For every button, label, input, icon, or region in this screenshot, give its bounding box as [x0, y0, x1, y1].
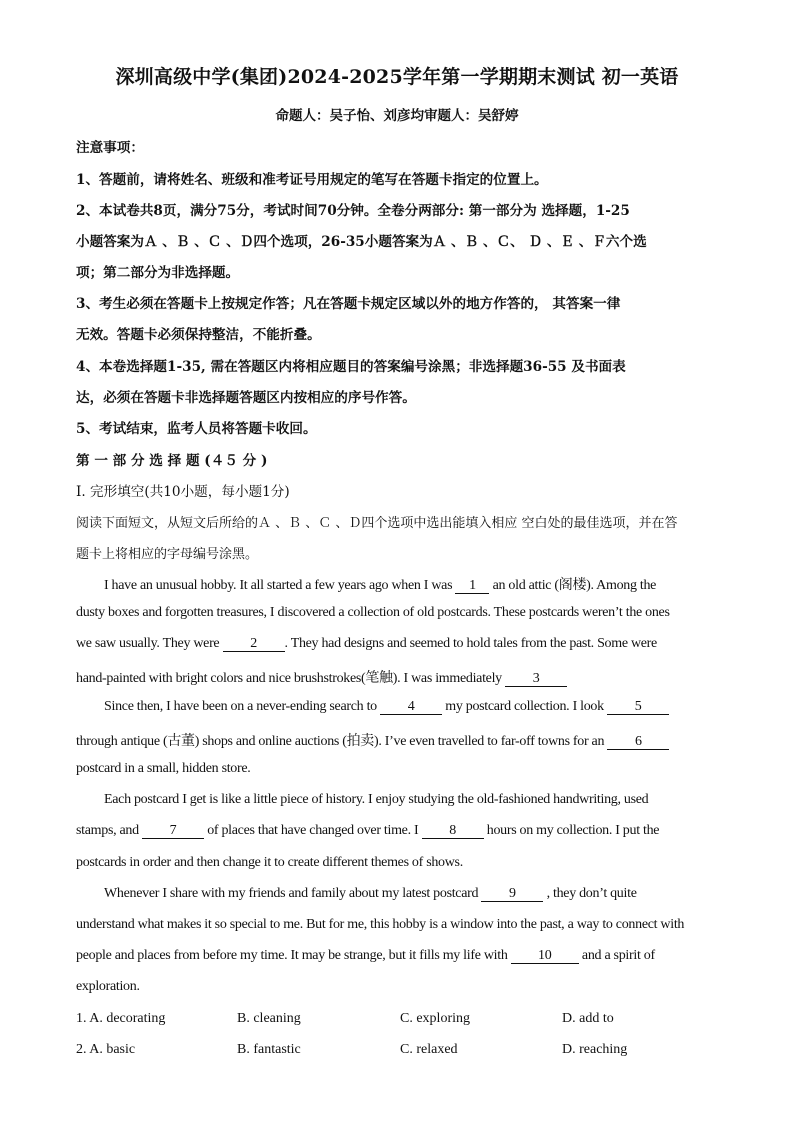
answer-blank: 4: [380, 699, 442, 715]
question-2-option-b: B. fantastic: [237, 1042, 301, 1057]
question-2-option-c: C. relaxed: [400, 1042, 458, 1057]
answer-blank: 10: [511, 948, 579, 964]
answer-blank: 7: [142, 823, 204, 839]
page-title: 深圳高级中学(集团)2024-2025学年第一学期期末测试 初一英语: [115, 66, 679, 88]
passage-text: hand-painted with bright colors and nice brushstrokes(笔触). I was immediately: [76, 671, 506, 686]
passage-text: I have an unusual hobby. It all started a few years ago when I was: [104, 578, 456, 593]
question-2-option-d: D. reaching: [562, 1042, 628, 1057]
notice-line: 达，必须在答题卡非选择题答题区内按相应的序号作答。: [76, 390, 416, 406]
passage-line: [104, 886, 637, 902]
passage-line: [76, 667, 567, 687]
passage-text: stamps, and: [76, 823, 143, 838]
question-1-option-b: B. cleaning: [237, 1011, 301, 1026]
question-1-option-a: 1. A. decorating: [76, 1011, 166, 1026]
passage-line: dusty boxes and forgotten treasures, I discovered a collection of old postcards. These postcards weren’t the ones: [76, 605, 670, 620]
instructions-line: 阅读下面短文，从短文后所给的Ａ 、Ｂ 、Ｃ 、Ｄ四个选项中选出能填入相应 空白处的最佳选项，并在答: [76, 516, 678, 531]
passage-line: [76, 730, 669, 750]
notice-line: 小题答案为Ａ 、Ｂ 、Ｃ 、Ｄ四个选项，26-35小题答案为Ａ 、Ｂ 、Ｃ、 Ｄ 、Ｅ 、Ｆ六个选: [76, 234, 647, 250]
passage-line: [76, 636, 657, 652]
passage-text: . They had designs and seemed to hold tales from the past. Some were: [284, 636, 657, 651]
passage-text: of places that have changed over time. I: [204, 823, 422, 838]
question-1-option-c: C. exploring: [400, 1011, 470, 1026]
passage-text: Since then, I have been on a never-ending search to: [104, 699, 381, 714]
passage-line: [76, 823, 659, 839]
passage-line: understand what makes it so special to me. But for me, this hobby is a window into the past, a way to connect with: [76, 917, 685, 932]
passage-text: people and places from before my time. It may be strange, but it fills my life with: [76, 948, 511, 963]
passage-text: through antique (古董) shops and online auctions (拍卖). I’ve even travelled to far-off towns for an: [76, 734, 608, 749]
passage-line: Each postcard I get is like a little piece of history. I enjoy studying the old-fashioned handwriting, used: [104, 792, 649, 807]
instructions-line: 题卡上将相应的字母编号涂黑。: [76, 547, 259, 562]
passage-line: postcard in a small, hidden store.: [76, 761, 251, 776]
question-1-option-d: D. add to: [562, 1011, 614, 1026]
passage-text: an old attic (阁楼). Among the: [489, 578, 657, 593]
passage-line: exploration.: [76, 979, 140, 994]
passage-text: , they don’t quite: [543, 886, 637, 901]
answer-blank: 1: [455, 578, 489, 594]
notice-line: 5、考试结束，监考人员将答题卡收回。: [76, 421, 317, 437]
notice-line: 项；第二部分为非选择题。: [76, 265, 240, 281]
notice-line: 无效。答题卡必须保持整洁，不能折叠。: [76, 327, 321, 343]
answer-blank: 3: [505, 671, 567, 687]
passage-text: we saw usually. They were: [76, 636, 223, 651]
part-heading: 第 一 部 分 选 择 题 (４５ 分 ): [76, 453, 268, 469]
passage-line: [76, 948, 655, 964]
answer-blank: 9: [481, 886, 543, 902]
notice-heading: 注意事项：: [76, 140, 144, 156]
notice-line: 1、答题前，请将姓名、班级和准考证号用规定的笔写在答题卡指定的位置上。: [76, 172, 548, 188]
passage-text: Whenever I share with my friends and family about my latest postcard: [104, 886, 482, 901]
notice-line: 3、考生必须在答题卡上按规定作答；凡在答题卡规定区域以外的地方作答的， 其答案一律: [76, 296, 621, 312]
passage-text: my postcard collection. I look: [442, 699, 608, 714]
answer-blank: 6: [607, 734, 669, 750]
passage-text: and a spirit of: [578, 948, 655, 963]
notice-line: 2、本试卷共8页，满分75分，考试时间70分钟。全卷分两部分: 第一部分为 选择题，1-25: [76, 203, 630, 219]
question-2-option-a: 2. A. basic: [76, 1042, 136, 1057]
answer-blank: 8: [422, 823, 484, 839]
exam-authors: 命题人：吴子怡、刘彦均审题人：吴舒婷: [275, 108, 519, 124]
passage-line: [104, 574, 656, 594]
notice-line: 4、本卷选择题1-35, 需在答题区内将相应题目的答案编号涂黑；非选择题36-55 及书面表: [76, 359, 626, 375]
passage-line: [104, 699, 669, 715]
section-heading: I. 完形填空(共10小题，每小题1分): [76, 484, 290, 500]
passage-text: hours on my collection. I put the: [483, 823, 660, 838]
answer-blank: 2: [223, 636, 285, 652]
passage-line: postcards in order and then change it to create different themes of shows.: [76, 855, 463, 870]
answer-blank: 5: [607, 699, 669, 715]
